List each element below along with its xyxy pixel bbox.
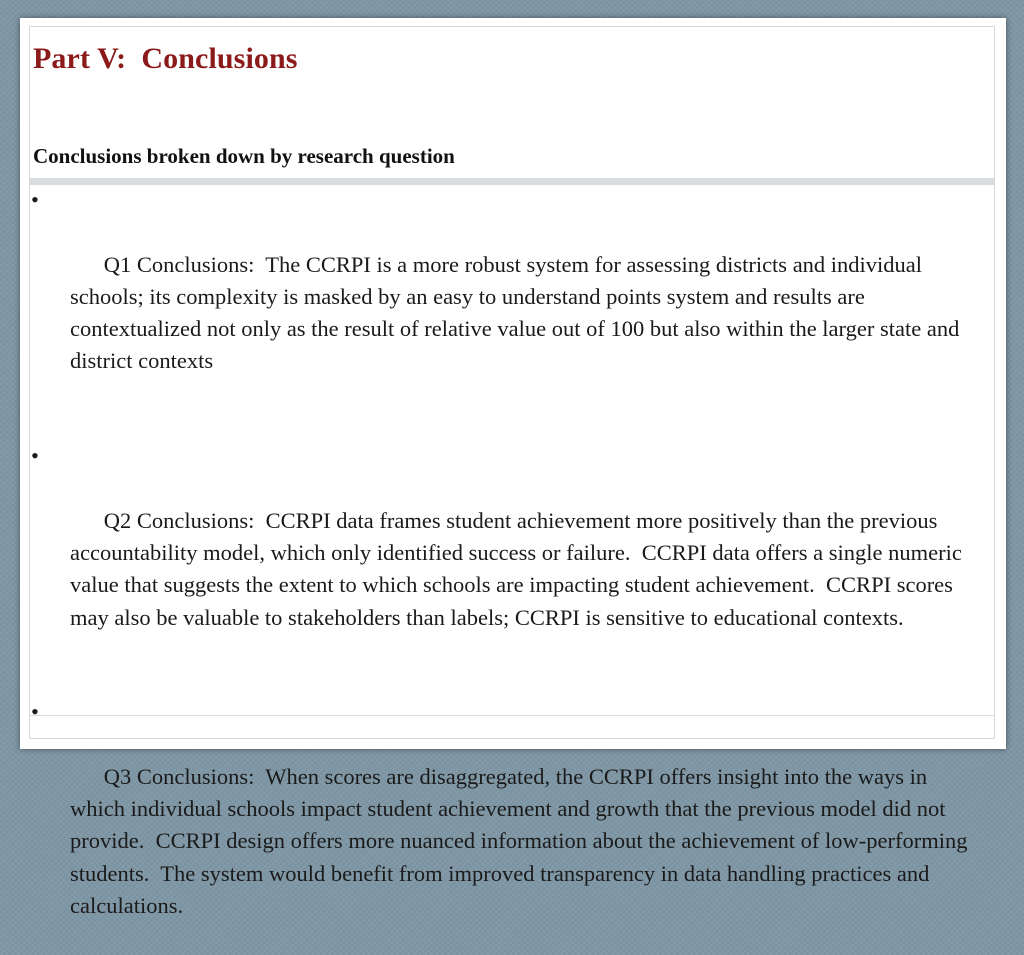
bullet-text-q2: Q2 Conclusions: CCRPI data frames student achievement more positively than the previous accountability model, which only identified success or failure. CCRPI data offers a single numeric value that suggests the extent to which schools are impacting student achievement. CCRPI scores may also be valuable to stakeholders than labels; CCRPI is sensitive to educational contexts. — [70, 507, 968, 630]
bullet-item-q3 — [28, 696, 986, 954]
slide-title: Part V: Conclusions — [33, 42, 298, 75]
slide — [20, 18, 1006, 918]
bullet-dot-icon: • — [31, 187, 39, 212]
bullet-text-q3: Q3 Conclusions: When scores are disaggregated, the CCRPI offers insight into the ways in which individual schools impact student achievement and growth that the previous model did not provide. CCRPI design offers more nuanced information about the achievement of low-performing students. The system would benefit from improved transparency in data handling practices and calculations. — [70, 763, 974, 918]
bullet-item-q2 — [28, 440, 986, 666]
bullet-dot-icon: • — [31, 699, 39, 725]
bullet-dot-icon: • — [31, 443, 39, 469]
bullet-text-q1: Q1 Conclusions: The CCRPI is a more robust system for assessing districts and individual schools; its complexity is masked by an easy to understand points system and results are contextualized not only as the result of relative value out of 100 but also within the larger state and district contexts — [70, 251, 965, 374]
bullet-item-q1 — [28, 184, 986, 410]
bullet-list — [28, 184, 986, 955]
slide-subtitle: Conclusions broken down by research question — [33, 144, 455, 168]
